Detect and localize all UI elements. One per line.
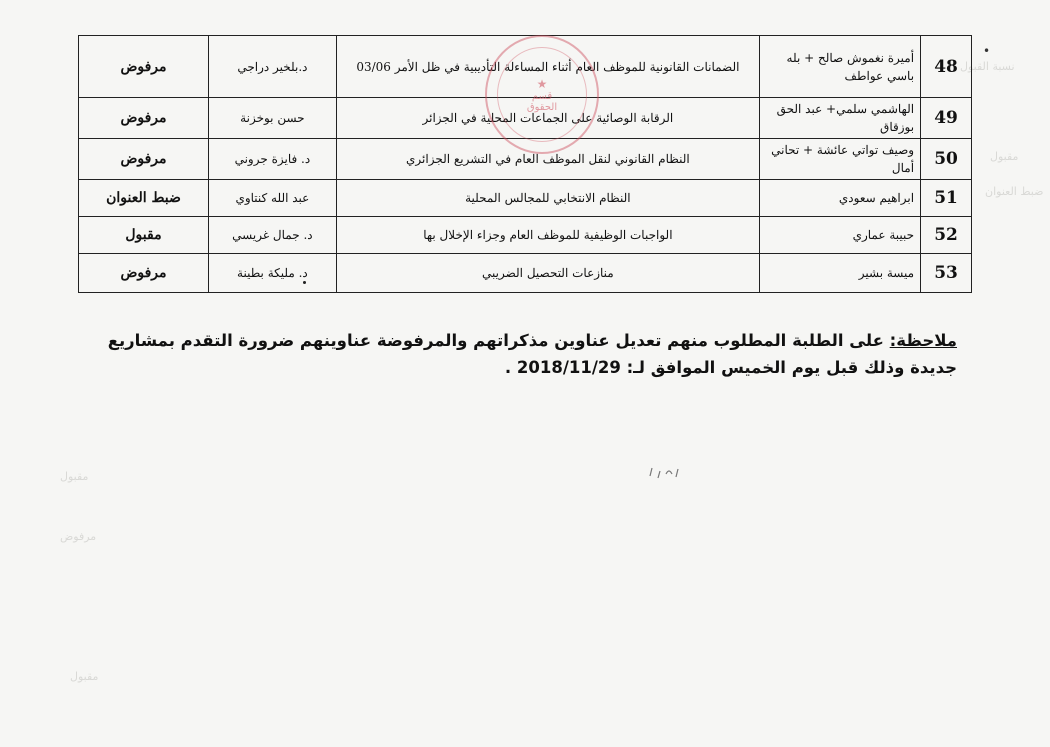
stray-dot (303, 281, 306, 284)
status-decision: ضبط العنوان (79, 180, 209, 217)
row-number: 53 (921, 254, 972, 293)
student-names: وصيف تواتي عائشة + تحاني أمال (759, 139, 920, 180)
pen-scribble (648, 462, 686, 482)
row-number: 52 (921, 217, 972, 254)
table-row (79, 98, 972, 139)
note-paragraph (95, 327, 957, 381)
table-row (79, 139, 972, 180)
student-names: ابراهيم سعودي (759, 180, 920, 217)
thesis-topic: الواجبات الوظيفية للموظف العام وجزاء الإخلال بها (336, 217, 759, 254)
supervisor-name: حسن بوخزنة (208, 98, 336, 139)
supervisor-name: د. مليكة بطينة (208, 254, 336, 293)
note-label: ملاحظة: (889, 331, 957, 350)
student-names: ميسة بشير (759, 254, 920, 293)
status-decision: مرفوض (79, 98, 209, 139)
table-row (79, 36, 972, 98)
row-number: 50 (921, 139, 972, 180)
table-row (79, 217, 972, 254)
supervisor-name: د. جمال غريسي (208, 217, 336, 254)
results-table (78, 35, 972, 293)
supervisor-name: عبد الله كنتاوي (208, 180, 336, 217)
thesis-topic: الضمانات القانونية للموظف العام أثناء المساءلة التأديبية في ظل الأمر 03/06 (336, 36, 759, 98)
supervisor-name: د.بلخير دراجي (208, 36, 336, 98)
status-decision: مقبول (79, 217, 209, 254)
status-decision: مرفوض (79, 36, 209, 98)
status-decision: مرفوض (79, 254, 209, 293)
supervisor-name: د. فايزة جروني (208, 139, 336, 180)
table-row (79, 180, 972, 217)
thesis-topic: الرقابة الوصائية على الجماعات المحلية في الجزائر (336, 98, 759, 139)
thesis-topic: منازعات التحصيل الضريبي (336, 254, 759, 293)
status-decision: مرفوض (79, 139, 209, 180)
star-icon: ★ (536, 76, 548, 91)
table-row (79, 254, 972, 293)
row-number: 48 (921, 36, 972, 98)
row-number: 51 (921, 180, 972, 217)
thesis-topic: النظام القانوني لنقل الموظف العام في التشريع الجزائري (336, 139, 759, 180)
margin-mark: • (983, 44, 991, 58)
student-names: الهاشمي سلمي+ عبد الحق بوزقاق (759, 98, 920, 139)
stamp-line-1: قسم (531, 90, 553, 102)
note-text: على الطلبة المطلوب منهم تعديل عناوين مذكراتهم والمرفوضة عناوينهم ضرورة التقدم بمشاريع جديدة وذلك قبل يوم الخميس الموافق لـ: 2018/11/29 . (107, 331, 957, 378)
stamp-line-2: الحقوق (526, 101, 558, 113)
student-names: حبيبة عماري (759, 217, 920, 254)
student-names: أميرة نغموش صالح + بله باسي عواطف (759, 36, 920, 98)
thesis-topic: النظام الانتخابي للمجالس المحلية (336, 180, 759, 217)
row-number: 49 (921, 98, 972, 139)
